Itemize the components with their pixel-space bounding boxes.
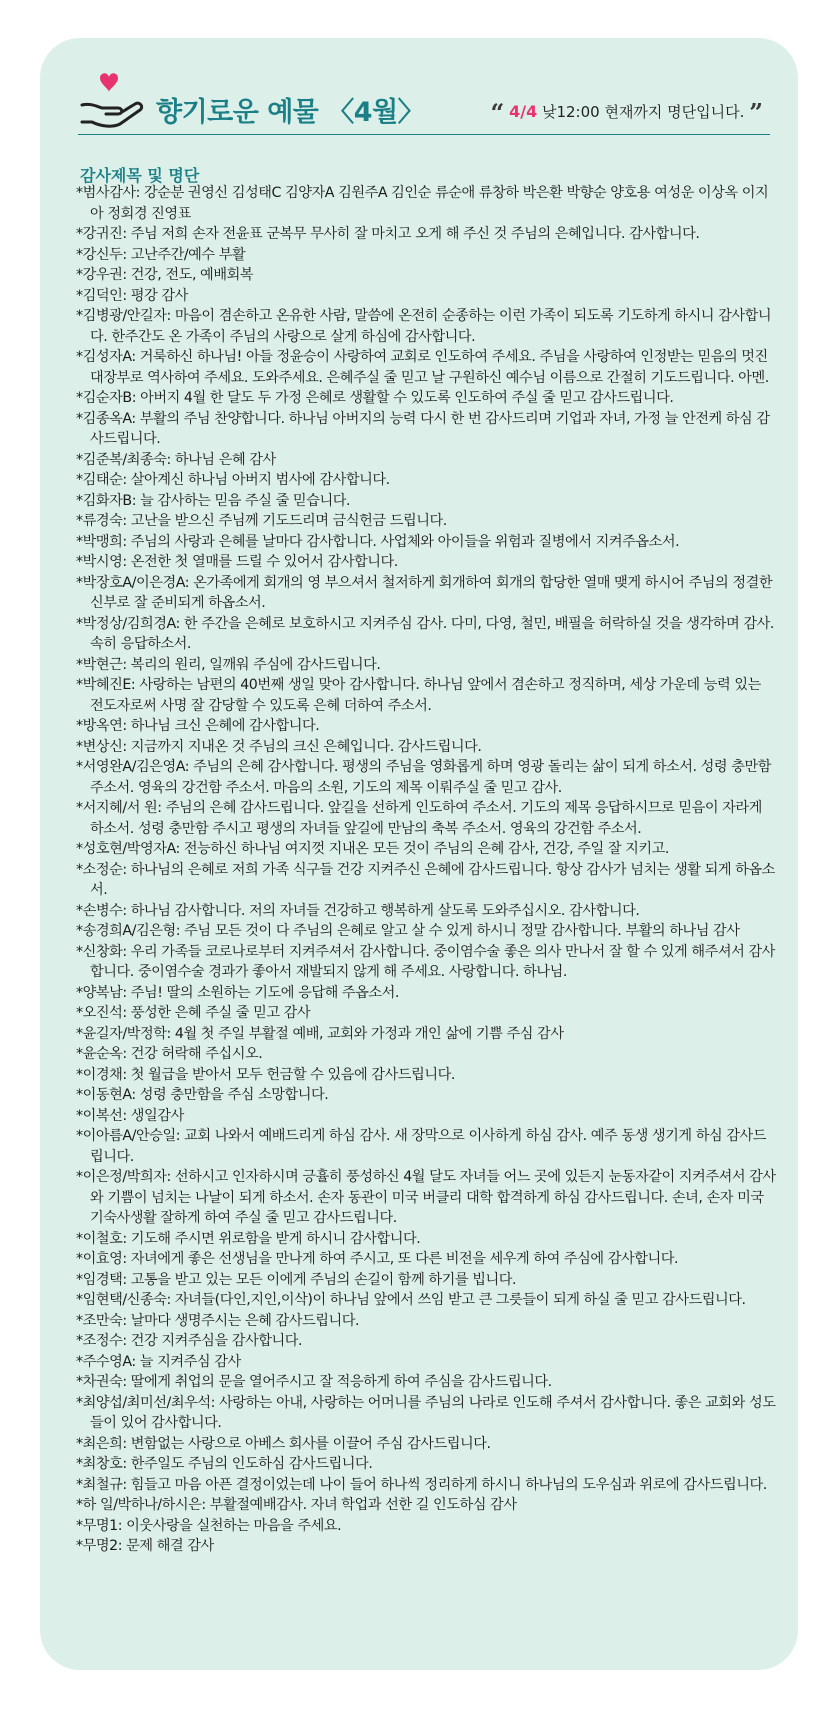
list-item: *손병수: 하나님 감사합니다. 저의 자녀들 건강하고 행복하게 살도록 도와주십시오. 감사합니다. bbox=[76, 902, 640, 919]
list-item: *범사감사: 강순분 권영신 김성태C 김양자A 김원주A 김인순 류순애 류창하 박은환 박향순 양호용 여성운 이상옥 이지아 정회경 진영표 bbox=[76, 185, 769, 222]
list-item: *임경택: 고통을 받고 있는 모든 이에게 주님의 손길이 함께 하기를 빕니다. bbox=[76, 1271, 517, 1288]
list-item: *김화자B: 늘 감사하는 믿음 주실 줄 믿습니다. bbox=[76, 492, 351, 509]
list-item: *류경숙: 고난을 받으신 주님께 기도드리며 금식헌금 드립니다. bbox=[76, 513, 447, 529]
page-header bbox=[78, 70, 768, 140]
list-item: *주수영A: 늘 지켜주심 감사 bbox=[76, 1353, 241, 1370]
list-item: *무명2: 문제 해결 감사 bbox=[76, 1538, 214, 1554]
list-item: *차권숙: 딸에게 취업의 문을 열어주시고 잘 적응하게 하여 주심을 감사드립니다. bbox=[76, 1374, 552, 1390]
page-title: 향기로운 예물 〈4월〉 bbox=[156, 97, 425, 128]
list-item: *최은희: 변함없는 사랑으로 아베스 회사를 이끌어 주심 감사드립니다. bbox=[76, 1435, 491, 1452]
list-item: *김덕인: 평강 감사 bbox=[76, 287, 188, 304]
list-item: *소정순: 하나님의 은혜로 저희 가족 식구들 건강 지켜주신 은혜에 감사드립니다. 항상 감사가 넘치는 생활 되게 하옵소서. bbox=[76, 861, 775, 898]
status-text: 낮12:00 현재까지 명단입니다. bbox=[537, 103, 745, 121]
list-item: *변상신: 지금까지 지내온 것 주님의 크신 은혜입니다. 감사드립니다. bbox=[76, 738, 482, 755]
list-item: *강귀진: 주님 저희 손자 전윤표 군복무 무사히 잘 마치고 오게 해 주신 것 주님의 은혜입니다. 감사합니다. bbox=[76, 226, 700, 242]
list-item: *임현택/신종숙: 자녀들(다인,지인,이삭)이 하나님 앞에서 쓰임 받고 큰 그릇들이 되게 하실 줄 믿고 감사드립니다. bbox=[76, 1292, 746, 1308]
list-item: *박맹희: 주님의 사랑과 은혜를 날마다 감사합니다. 사업체와 아이들을 위험과 질병에서 지켜주옵소서. bbox=[76, 533, 680, 550]
list-item: *김성자A: 거룩하신 하나님! 아들 정윤승이 사랑하여 교회로 인도하여 주세요. 주님을 사랑하여 인정받는 믿음의 멋진 대장부로 역사하여 주세요. 도와주세요. 은혜주실 줄 믿고 날 구원하신 예수님 이름으로 간절히 기도드립니다. 아멘. bbox=[76, 349, 769, 386]
list-item: *무명1: 이웃사랑을 실천하는 마음을 주세요. bbox=[76, 1517, 342, 1534]
list-item: *최창호: 한주일도 주님의 인도하심 감사드립니다. bbox=[76, 1456, 373, 1472]
list-item: *박혜진E: 사랑하는 남편의 40번째 생일 맞아 감사합니다. 하나님 앞에서 겸손하고 정직하며, 세상 가운데 능력 있는 전도자로써 사명 잘 감당할 수 있도록 은혜 더하여 주소서. bbox=[76, 677, 761, 714]
list-item: *서지혜/서 원: 주님의 은혜 감사드립니다. 앞길을 선하게 인도하여 주소서. 기도의 제목 응답하시므로 믿음이 자라게 하소서. 성령 충만함 주시고 평생의 자녀들 앞길에 만남의 축복 주소서. 영육의 강건함 주소서. bbox=[76, 800, 762, 837]
quote-open-mark: “ bbox=[490, 98, 505, 127]
list-item: *조만숙: 날마다 생명주시는 은혜 감사드립니다. bbox=[76, 1312, 360, 1329]
list-item: *이아름A/안승일: 교회 나와서 예배드리게 하심 감사. 새 장막으로 이사하게 하심 감사. 예주 동생 생기게 하심 감사드립니다. bbox=[76, 1128, 767, 1165]
list-item: *김태순: 살아계신 하나님 아버지 범사에 감사합니다. bbox=[76, 472, 390, 488]
list-item: *하 일/박하나/하시은: 부활절예배감사. 자녀 학업과 선한 길 인도하심 감사 bbox=[76, 1497, 517, 1513]
list-item: *이복선: 생일감사 bbox=[76, 1107, 184, 1124]
list-item: *김준복/최종숙: 하나님 은혜 감사 bbox=[76, 451, 276, 468]
list-item: *윤길자/박정학: 4월 첫 주일 부활절 예배, 교회와 가정과 개인 삶에 기쁨 주심 감사 bbox=[76, 1025, 564, 1042]
list-item: *박현근: 복리의 원리, 일깨워 주심에 감사드립니다. bbox=[76, 656, 381, 673]
list-item: *서영완A/김은영A: 주님의 은혜 감사합니다. 평생의 주님을 영화롭게 하며 영광 돌리는 삶이 되게 하소서. 성령 충만함 주소서. 영육의 강건함 주소서. 마음의 소원, 기도의 제목 이뤄주실 줄 믿고 감사. bbox=[76, 759, 772, 796]
list-item: *최철규: 힘들고 마음 아픈 결정이었는데 나이 들어 하나씩 정리하게 하시니 하나님의 도우심과 위로에 감사드립니다. bbox=[76, 1476, 767, 1493]
status-note bbox=[491, 98, 764, 127]
list-item: *박시영: 온전한 첫 열매를 드릴 수 있어서 감사합니다. bbox=[76, 554, 398, 570]
list-item: *강신두: 고난주간/예수 부활 bbox=[76, 246, 246, 263]
list-item: *강우권: 건강, 전도, 예배회복 bbox=[76, 267, 254, 283]
list-item: *이효영: 자녀에게 좋은 선생님을 만나게 하여 주시고, 또 다른 비전을 세우게 하여 주심에 감사합니다. bbox=[76, 1251, 679, 1267]
list-item: *윤순옥: 건강 허락해 주십시오. bbox=[76, 1046, 263, 1062]
status-date: 4/4 bbox=[509, 102, 538, 121]
list-item: *성호현/박영자A: 전능하신 하나님 여지껏 지내온 모든 것이 주님의 은혜 감사, 건강, 주일 잘 지키고. bbox=[76, 841, 669, 857]
list-item: *최양섭/최미선/최우석: 사랑하는 아내, 사랑하는 어머니를 주님의 나라로 인도해 주셔서 감사합니다. 좋은 교회와 성도들이 있어 감사합니다. bbox=[76, 1394, 776, 1431]
list-item: *박정상/김희경A: 한 주간을 은혜로 보호하시고 지켜주심 감사. 다미, 다영, 철민, 배필을 허락하실 것을 생각하며 감사. 속히 응답하소서. bbox=[76, 615, 774, 652]
list-item: *이은정/박희자: 선하시고 인자하시며 긍휼히 풍성하신 4월 달도 자녀들 어느 곳에 있든지 눈동자같이 지켜주셔서 감사와 기쁨이 넘치는 나날이 되게 하소서. 손자 동관이 미국 버클리 대학 합격하게 하심 감사드립니다. 손녀, 손자 미국 기숙사생활 잘하게 하여 주실 줄 믿고 감사드립니다. bbox=[76, 1169, 776, 1226]
list-item: *오진석: 풍성한 은혜 주실 줄 믿고 감사 bbox=[76, 1005, 311, 1021]
list-item: *김병광/안길자: 마음이 겸손하고 온유한 사람, 말씀에 온전히 순종하는 이런 가족이 되도록 기도하게 하시니 감사합니다. 한주간도 온 가족이 주님의 사랑으로 살게 하심에 감사합니다. bbox=[76, 308, 772, 345]
entry-list bbox=[76, 183, 776, 1557]
list-item: *이철호: 기도해 주시면 위로함을 받게 하시니 감사합니다. bbox=[76, 1230, 421, 1247]
list-item: *이동현A: 성령 충만함을 주심 소망합니다. bbox=[76, 1087, 329, 1103]
list-item: *신창화: 우리 가족들 코로나로부터 지켜주셔서 감사합니다. 중이염수술 좋은 의사 만나서 잘 할 수 있게 해주셔서 감사합니다. 중이염수술 경과가 좋아서 재발되지 않게 해 주세요. 사랑합니다. 하나님. bbox=[76, 943, 775, 980]
header-divider bbox=[78, 134, 770, 135]
list-item: *송경희A/김은형: 주님 모든 것이 다 주님의 은혜로 알고 살 수 있게 하시니 정말 감사합니다. 부활의 하나님 감사 bbox=[76, 923, 740, 939]
list-item: *박장호A/이은경A: 온가족에게 회개의 영 부으셔서 철저하게 회개하여 회개의 합당한 열매 맺게 하시어 주님의 정결한 신부로 잘 준비되게 하옵소서. bbox=[76, 574, 773, 611]
list-item: *김순자B: 아버지 4월 한 달도 두 가정 은혜로 생활할 수 있도록 인도하여 주실 줄 믿고 감사드립니다. bbox=[76, 390, 674, 406]
list-item: *이경채: 첫 월급을 받아서 모두 헌금할 수 있음에 감사드립니다. bbox=[76, 1066, 455, 1083]
list-item: *김종옥A: 부활의 주님 찬양합니다. 하나님 아버지의 능력 다시 한 번 감사드리며 기업과 자녀, 가정 늘 안전케 하심 감사드립니다. bbox=[76, 410, 770, 447]
section-title: 감사제목 및 명단 bbox=[80, 166, 200, 185]
list-item: *조정수: 건강 지켜주심을 감사합니다. bbox=[76, 1333, 303, 1349]
list-item: *양복남: 주님! 딸의 소원하는 기도에 응답해 주옵소서. bbox=[76, 984, 399, 1001]
quote-close-mark: ” bbox=[749, 98, 763, 127]
list-item: *방옥연: 하나님 크신 은혜에 감사합니다. bbox=[76, 718, 320, 734]
heart-hand-icon bbox=[78, 70, 146, 132]
